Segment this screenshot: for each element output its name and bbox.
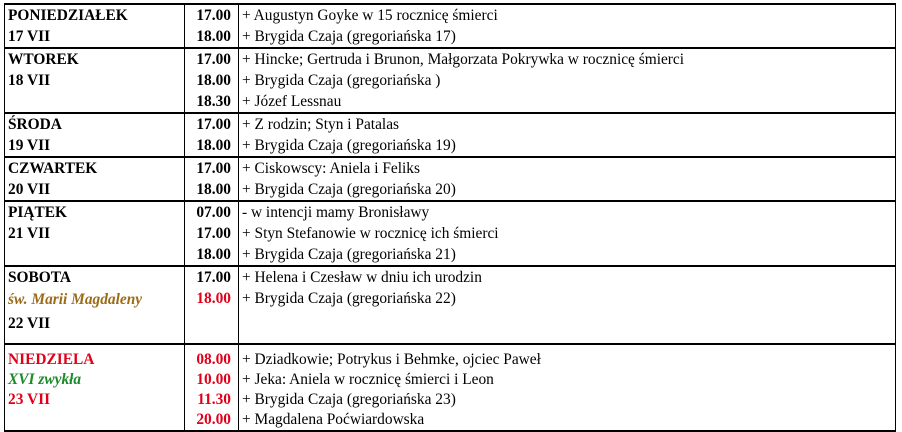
day-date: 18 VII	[8, 72, 51, 89]
mass-time: 17.00	[196, 7, 231, 24]
mass-intention: + Hincke; Gertruda i Brunon, Małgorzata Pokrywka w rocznicę śmierci	[242, 51, 685, 68]
mass-time: 18.00	[196, 28, 231, 45]
mass-intention: + Brygida Czaja (gregoriańska 19)	[242, 137, 456, 154]
mass-intention: + Brygida Czaja (gregoriańska 21)	[242, 246, 456, 263]
times-cell	[185, 201, 239, 266]
mass-time: 11.30	[197, 391, 231, 408]
mass-time: 17.00	[196, 116, 231, 133]
day-cell	[5, 266, 185, 344]
day-cell	[5, 201, 185, 266]
mass-intention: + Brygida Czaja (gregoriańska 17)	[242, 28, 456, 45]
mass-time: 18.00	[196, 181, 231, 198]
mass-intention: + Z rodzin; Styn i Patalas	[242, 116, 400, 133]
day-row-saturday	[5, 266, 896, 344]
mass-time: 17.00	[196, 160, 231, 177]
day-cell	[5, 113, 185, 157]
mass-time: 08.00	[196, 351, 231, 368]
day-date: 19 VII	[8, 137, 51, 154]
mass-time: 10.00	[196, 371, 231, 388]
day-row-tuesday	[5, 48, 896, 113]
mass-time: 17.00	[196, 225, 231, 242]
mass-intention: + Brygida Czaja (gregoriańska 22)	[242, 290, 456, 307]
day-date: 17 VII	[8, 28, 51, 45]
day-date: 20 VII	[8, 181, 51, 198]
intentions-cell	[239, 113, 896, 157]
times-cell	[185, 266, 239, 344]
intentions-cell	[239, 48, 896, 113]
feast-name: św. Marii Magdaleny	[8, 291, 143, 308]
mass-intention: + Magdalena Poćwiardowska	[242, 411, 425, 428]
mass-intention: + Helena i Czesław w dniu ich urodzin	[242, 269, 482, 286]
feast-name: XVI zwykła	[8, 371, 82, 388]
mass-time: 18.00	[196, 246, 231, 263]
day-name: ŚRODA	[8, 116, 62, 133]
day-date: 21 VII	[8, 225, 51, 242]
day-name: WTOREK	[8, 51, 79, 68]
times-cell	[185, 4, 239, 48]
day-date: 22 VII	[8, 315, 51, 332]
mass-intention: + Brygida Czaja (gregoriańska 23)	[242, 391, 456, 408]
day-name: PONIEDZIAŁEK	[8, 7, 128, 24]
intentions-cell	[239, 157, 896, 201]
mass-intention: + Augustyn Goyke w 15 rocznicę śmierci	[242, 7, 498, 24]
mass-time: 18.30	[196, 93, 231, 110]
intentions-cell	[239, 266, 896, 344]
mass-intention: + Brygida Czaja (gregoriańska 20)	[242, 181, 456, 198]
mass-time: 18.00	[196, 137, 231, 154]
mass-schedule-table	[4, 3, 896, 432]
day-cell	[5, 48, 185, 113]
mass-time: 18.00	[196, 290, 231, 307]
day-cell	[5, 344, 185, 431]
mass-intention: + Styn Stefanowie w rocznicę ich śmierci	[242, 225, 499, 242]
day-cell	[5, 157, 185, 201]
day-row-friday	[5, 201, 896, 266]
mass-intention: + Józef Lessnau	[242, 93, 342, 110]
day-row-monday	[5, 4, 896, 48]
mass-time: 17.00	[196, 269, 231, 286]
mass-intention: - w intencji mamy Bronisławy	[242, 204, 430, 221]
day-name: SOBOTA	[8, 269, 72, 286]
mass-time: 18.00	[196, 72, 231, 89]
day-row-wednesday	[5, 113, 896, 157]
mass-intention: + Ciskowscy: Aniela i Feliks	[242, 160, 420, 177]
day-name: NIEDZIELA	[8, 351, 95, 368]
mass-intention: + Brygida Czaja (gregoriańska )	[242, 72, 441, 89]
intentions-cell	[239, 201, 896, 266]
intentions-cell	[239, 4, 896, 48]
times-cell	[185, 48, 239, 113]
mass-intention: + Dziadkowie; Potrykus i Behmke, ojciec Paweł	[242, 351, 541, 368]
times-cell	[185, 157, 239, 201]
day-row-thursday	[5, 157, 896, 201]
mass-time: 20.00	[196, 411, 231, 428]
times-cell	[185, 113, 239, 157]
times-cell	[185, 344, 239, 431]
mass-time: 07.00	[196, 204, 231, 221]
day-row-sunday	[5, 344, 896, 431]
mass-time: 17.00	[196, 51, 231, 68]
day-name: CZWARTEK	[8, 160, 98, 177]
day-date: 23 VII	[8, 391, 51, 408]
day-cell	[5, 4, 185, 48]
intentions-cell	[239, 344, 896, 431]
day-name: PIĄTEK	[8, 204, 68, 221]
mass-intention: + Jeka: Aniela w rocznicę śmierci i Leon	[242, 371, 494, 388]
